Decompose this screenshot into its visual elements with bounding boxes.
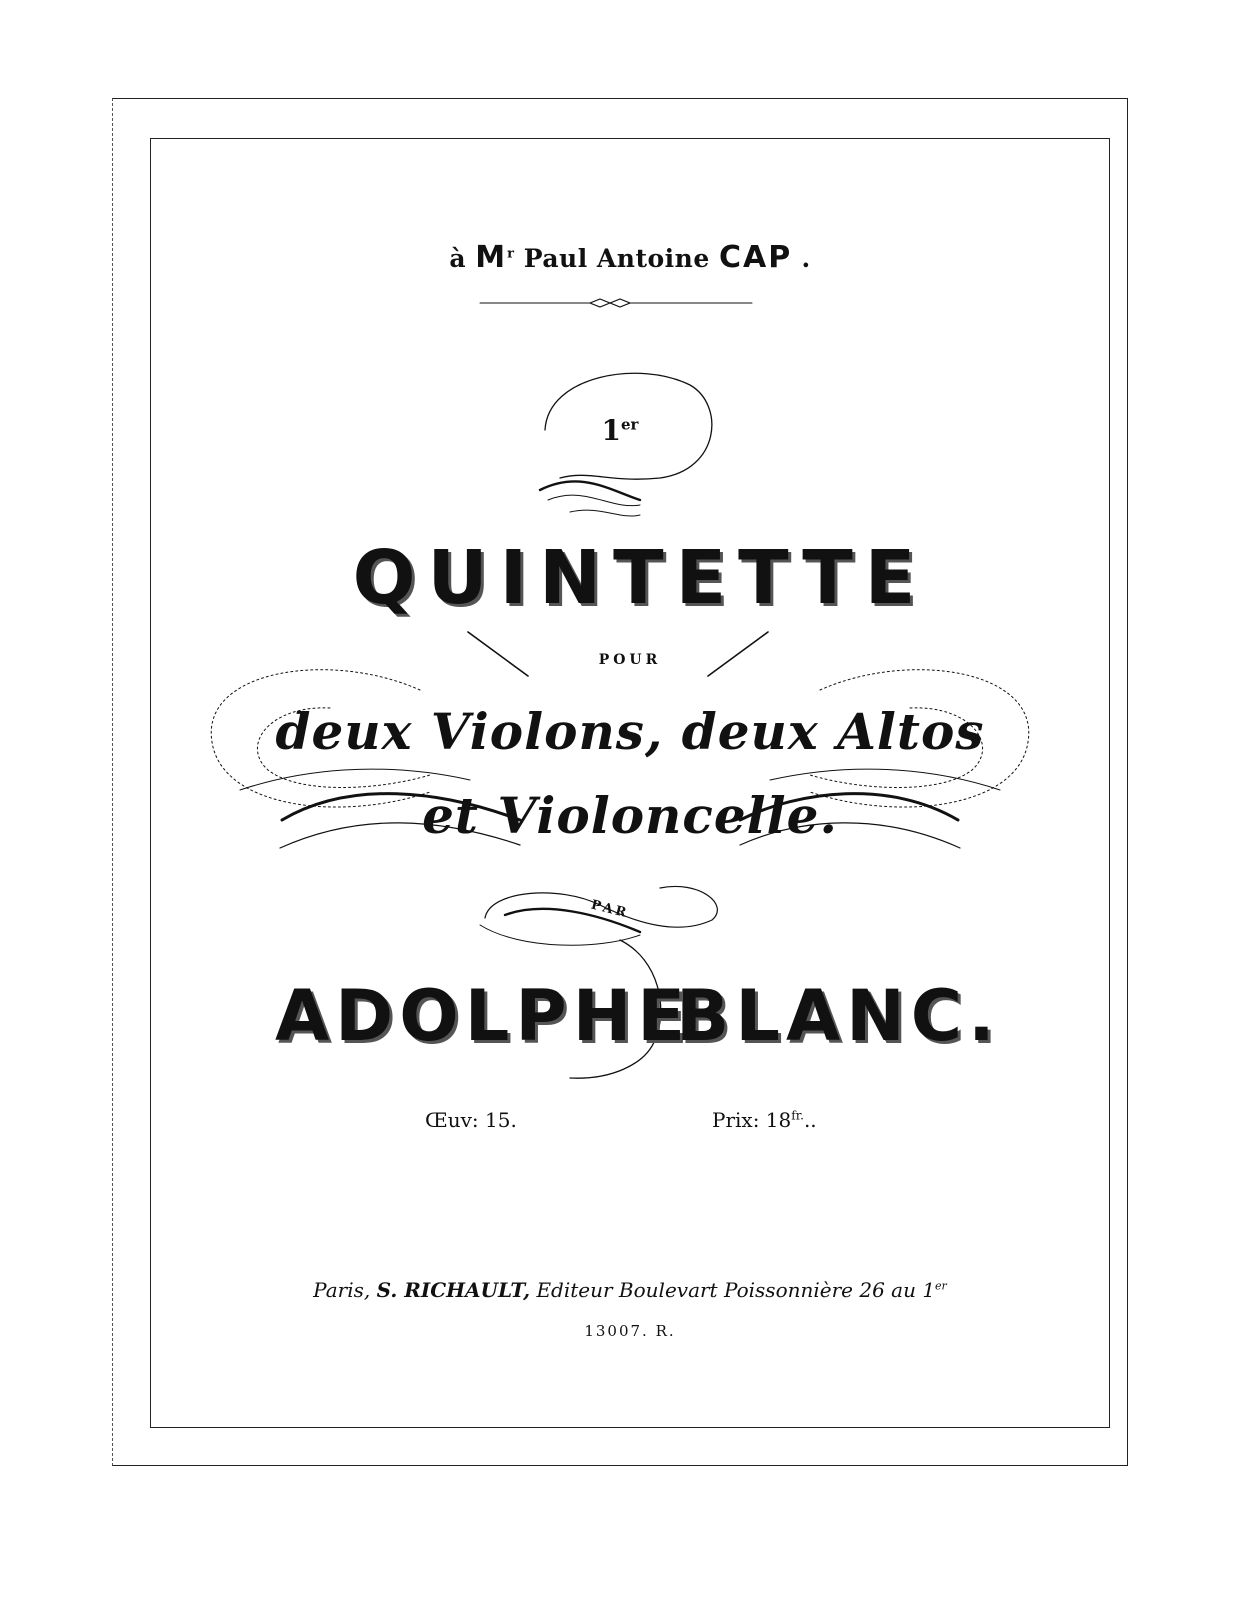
instruments-line-2: et Violoncelle. [422, 786, 838, 845]
price-end: .. [803, 1108, 817, 1132]
ordinal-number: 1 [601, 414, 622, 447]
ordinal-swash-3 [570, 510, 640, 516]
price-text: Prix: 18 [712, 1108, 792, 1132]
work-title: QUINTETTE [352, 535, 928, 621]
price [712, 1108, 892, 1132]
dedication-given-names: Paul Antoine [523, 244, 710, 273]
price-sup: fr. [791, 1108, 804, 1123]
divider-diamond [590, 299, 630, 307]
composer-last-name: BLANC. [676, 975, 1001, 1057]
dedication-prefix: à [449, 244, 467, 273]
dedication-end: . [801, 244, 811, 273]
dedication-title-abbr: M [475, 240, 508, 275]
dedication [0, 240, 1260, 275]
dedication-surname: CAP [718, 240, 793, 275]
pour-label: POUR [598, 652, 662, 668]
publisher-address: Editeur Boulevart Poissonnière 26 au 1 [536, 1278, 936, 1302]
dedication-title-sup: r [507, 246, 515, 262]
publisher-name: S. RICHAULT, [376, 1278, 531, 1302]
publisher-line [0, 1278, 1260, 1302]
par-swash-1 [480, 925, 640, 945]
par-label: PAR [589, 897, 631, 922]
opus-number: Œuv: 15. [425, 1108, 517, 1132]
composer-first-name: ADOLPHE [275, 975, 692, 1057]
ordinal-sup: er [621, 415, 639, 434]
publisher-address-sup: er [935, 1279, 947, 1293]
publisher-city: Paris, [313, 1278, 371, 1302]
instruments-line-1: deux Violons, deux Altos [275, 702, 985, 761]
work-ordinal [540, 414, 700, 447]
plate-number: 13007. R. [584, 1322, 676, 1340]
ordinal-swash-2 [548, 495, 640, 506]
